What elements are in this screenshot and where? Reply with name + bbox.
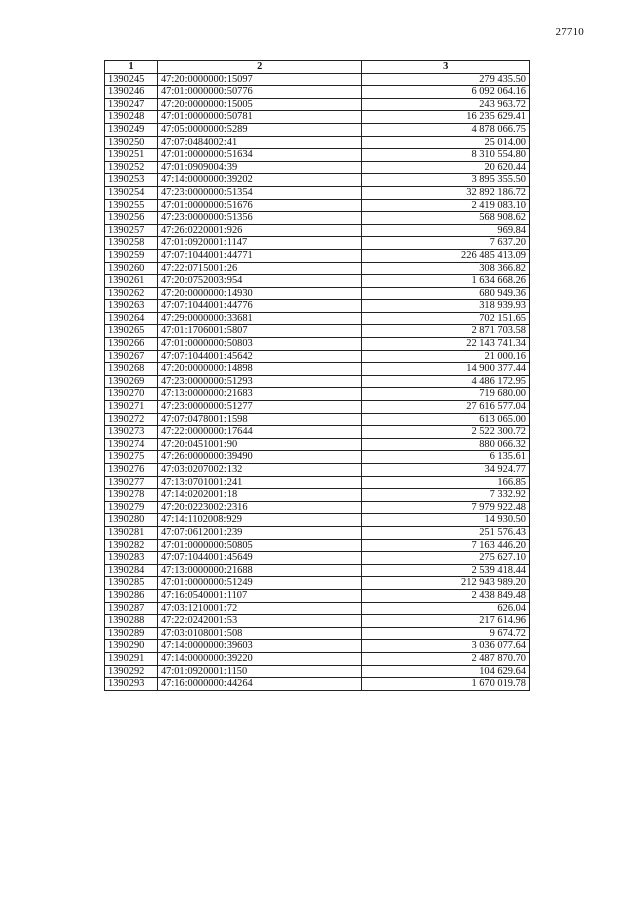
- row-number-cell: 1390261: [105, 275, 158, 288]
- cadastral-number-cell: 47:03:0108001:508: [157, 627, 361, 640]
- table-row: [105, 237, 530, 250]
- value-cell: 2 871 703.58: [362, 325, 530, 338]
- row-number-cell: 1390255: [105, 199, 158, 212]
- row-number-cell: 1390265: [105, 325, 158, 338]
- row-number-cell: 1390286: [105, 589, 158, 602]
- column-header-3: 3: [362, 61, 530, 74]
- cadastral-number-cell: 47:13:0701001:241: [157, 476, 361, 489]
- value-cell: 702 151.65: [362, 312, 530, 325]
- value-cell: 969.84: [362, 224, 530, 237]
- table-row: [105, 111, 530, 124]
- table-row: [105, 426, 530, 439]
- cadastral-number-cell: 47:07:1044001:44771: [157, 249, 361, 262]
- table-row: [105, 489, 530, 502]
- page-number: 27710: [555, 26, 584, 38]
- cadastral-number-cell: 47:07:0612001:239: [157, 526, 361, 539]
- table-row: [105, 514, 530, 527]
- cadastral-number-cell: 47:22:0715001:26: [157, 262, 361, 275]
- table-row: [105, 174, 530, 187]
- row-number-cell: 1390281: [105, 526, 158, 539]
- value-cell: 7 637.20: [362, 237, 530, 250]
- table-row: [105, 199, 530, 212]
- cadastral-number-cell: 47:07:0484002:41: [157, 136, 361, 149]
- table-header-row: [105, 61, 530, 74]
- cadastral-number-cell: 47:20:0451001:90: [157, 438, 361, 451]
- value-cell: 2 419 083.10: [362, 199, 530, 212]
- table-row: [105, 350, 530, 363]
- value-cell: 217 614.96: [362, 615, 530, 628]
- value-cell: 626.04: [362, 602, 530, 615]
- cadastral-number-cell: 47:14:1102008:929: [157, 514, 361, 527]
- table-row: [105, 678, 530, 691]
- row-number-cell: 1390293: [105, 678, 158, 691]
- cadastral-number-cell: 47:20:0752003:954: [157, 275, 361, 288]
- row-number-cell: 1390250: [105, 136, 158, 149]
- table-row: [105, 589, 530, 602]
- row-number-cell: 1390275: [105, 451, 158, 464]
- value-cell: 275 627.10: [362, 552, 530, 565]
- cadastral-number-cell: 47:01:1706001:5807: [157, 325, 361, 338]
- value-cell: 2 487 870.70: [362, 652, 530, 665]
- row-number-cell: 1390258: [105, 237, 158, 250]
- table-row: [105, 186, 530, 199]
- cadastral-number-cell: 47:20:0000000:15097: [157, 73, 361, 86]
- table-row: [105, 552, 530, 565]
- table-row: [105, 413, 530, 426]
- value-cell: 279 435.50: [362, 73, 530, 86]
- cadastral-number-cell: 47:26:0000000:39490: [157, 451, 361, 464]
- value-cell: 251 576.43: [362, 526, 530, 539]
- value-cell: 27 616 577.04: [362, 401, 530, 414]
- value-cell: 21 000.16: [362, 350, 530, 363]
- cadastral-number-cell: 47:01:0000000:50776: [157, 86, 361, 99]
- row-number-cell: 1390268: [105, 363, 158, 376]
- value-cell: 22 143 741.34: [362, 338, 530, 351]
- cadastral-number-cell: 47:20:0000000:15005: [157, 98, 361, 111]
- cadastral-number-cell: 47:01:0000000:51676: [157, 199, 361, 212]
- value-cell: 7 979 922.48: [362, 501, 530, 514]
- table-row: [105, 123, 530, 136]
- value-cell: 7 332.92: [362, 489, 530, 502]
- row-number-cell: 1390284: [105, 564, 158, 577]
- table-row: [105, 86, 530, 99]
- row-number-cell: 1390274: [105, 438, 158, 451]
- cadastral-number-cell: 47:14:0000000:39220: [157, 652, 361, 665]
- row-number-cell: 1390276: [105, 464, 158, 477]
- table-body: [105, 73, 530, 690]
- row-number-cell: 1390262: [105, 287, 158, 300]
- table-row: [105, 602, 530, 615]
- value-cell: 4 878 066.75: [362, 123, 530, 136]
- value-cell: 6 092 064.16: [362, 86, 530, 99]
- value-cell: 613 065.00: [362, 413, 530, 426]
- cadastral-number-cell: 47:20:0000000:14930: [157, 287, 361, 300]
- value-cell: 104 629.64: [362, 665, 530, 678]
- cadastral-number-cell: 47:05:0000000:5289: [157, 123, 361, 136]
- table-row: [105, 73, 530, 86]
- cadastral-number-cell: 47:14:0000000:39202: [157, 174, 361, 187]
- value-cell: 14 900 377.44: [362, 363, 530, 376]
- cadastral-number-cell: 47:01:0000000:51249: [157, 577, 361, 590]
- row-number-cell: 1390266: [105, 338, 158, 351]
- table-row: [105, 262, 530, 275]
- cadastral-number-cell: 47:20:0223002:2316: [157, 501, 361, 514]
- cadastral-number-cell: 47:23:0000000:51293: [157, 375, 361, 388]
- cadastral-number-cell: 47:16:0000000:44264: [157, 678, 361, 691]
- table-row: [105, 363, 530, 376]
- value-cell: 166.85: [362, 476, 530, 489]
- row-number-cell: 1390278: [105, 489, 158, 502]
- table-row: [105, 564, 530, 577]
- cadastral-number-cell: 47:16:0540001:1107: [157, 589, 361, 602]
- row-number-cell: 1390282: [105, 539, 158, 552]
- table-row: [105, 312, 530, 325]
- row-number-cell: 1390254: [105, 186, 158, 199]
- row-number-cell: 1390285: [105, 577, 158, 590]
- value-cell: 16 235 629.41: [362, 111, 530, 124]
- table-row: [105, 388, 530, 401]
- value-cell: 3 895 355.50: [362, 174, 530, 187]
- row-number-cell: 1390253: [105, 174, 158, 187]
- row-number-cell: 1390273: [105, 426, 158, 439]
- row-number-cell: 1390270: [105, 388, 158, 401]
- row-number-cell: 1390269: [105, 375, 158, 388]
- cadastral-number-cell: 47:14:0000000:39603: [157, 640, 361, 653]
- cadastral-number-cell: 47:03:0207002:132: [157, 464, 361, 477]
- row-number-cell: 1390248: [105, 111, 158, 124]
- value-cell: 25 014.00: [362, 136, 530, 149]
- row-number-cell: 1390263: [105, 300, 158, 313]
- table-row: [105, 375, 530, 388]
- cadastral-number-cell: 47:07:1044001:45642: [157, 350, 361, 363]
- value-cell: 880 066.32: [362, 438, 530, 451]
- table-row: [105, 476, 530, 489]
- row-number-cell: 1390249: [105, 123, 158, 136]
- row-number-cell: 1390271: [105, 401, 158, 414]
- table-row: [105, 627, 530, 640]
- value-cell: 20 620.44: [362, 161, 530, 174]
- row-number-cell: 1390257: [105, 224, 158, 237]
- cadastral-number-cell: 47:29:0000000:33681: [157, 312, 361, 325]
- value-cell: 568 908.62: [362, 212, 530, 225]
- row-number-cell: 1390277: [105, 476, 158, 489]
- table-row: [105, 501, 530, 514]
- cadastral-number-cell: 47:01:0909004:39: [157, 161, 361, 174]
- row-number-cell: 1390272: [105, 413, 158, 426]
- table-row: [105, 615, 530, 628]
- row-number-cell: 1390256: [105, 212, 158, 225]
- cadastral-number-cell: 47:01:0000000:50805: [157, 539, 361, 552]
- table-row: [105, 287, 530, 300]
- cadastral-number-cell: 47:26:0220001:926: [157, 224, 361, 237]
- value-cell: 318 939.93: [362, 300, 530, 313]
- table-row: [105, 325, 530, 338]
- row-number-cell: 1390283: [105, 552, 158, 565]
- cadastral-number-cell: 47:13:0000000:21683: [157, 388, 361, 401]
- row-number-cell: 1390251: [105, 149, 158, 162]
- table-row: [105, 161, 530, 174]
- row-number-cell: 1390292: [105, 665, 158, 678]
- cadastral-number-cell: 47:01:0000000:51634: [157, 149, 361, 162]
- value-cell: 14 930.50: [362, 514, 530, 527]
- cadastral-number-cell: 47:01:0920001:1147: [157, 237, 361, 250]
- table-row: [105, 98, 530, 111]
- value-cell: 7 163 446.20: [362, 539, 530, 552]
- table-row: [105, 149, 530, 162]
- cadastral-number-cell: 47:01:0000000:50803: [157, 338, 361, 351]
- value-cell: 2 539 418.44: [362, 564, 530, 577]
- value-cell: 9 674.72: [362, 627, 530, 640]
- cadastral-number-cell: 47:07:1044001:44776: [157, 300, 361, 313]
- column-header-1: 1: [105, 61, 158, 74]
- row-number-cell: 1390280: [105, 514, 158, 527]
- cadastral-number-cell: 47:07:0478001:1598: [157, 413, 361, 426]
- row-number-cell: 1390279: [105, 501, 158, 514]
- table-row: [105, 438, 530, 451]
- value-cell: 34 924.77: [362, 464, 530, 477]
- value-cell: 4 486 172.95: [362, 375, 530, 388]
- value-cell: 3 036 077.64: [362, 640, 530, 653]
- registry-table: [104, 60, 530, 691]
- table-row: [105, 249, 530, 262]
- cadastral-number-cell: 47:23:0000000:51277: [157, 401, 361, 414]
- row-number-cell: 1390252: [105, 161, 158, 174]
- cadastral-number-cell: 47:14:0202001:18: [157, 489, 361, 502]
- value-cell: 2 438 849.48: [362, 589, 530, 602]
- table-row: [105, 539, 530, 552]
- cadastral-number-cell: 47:22:0242001:53: [157, 615, 361, 628]
- table-row: [105, 640, 530, 653]
- column-header-2: 2: [157, 61, 361, 74]
- row-number-cell: 1390264: [105, 312, 158, 325]
- table-row: [105, 652, 530, 665]
- table-row: [105, 224, 530, 237]
- cadastral-number-cell: 47:23:0000000:51356: [157, 212, 361, 225]
- row-number-cell: 1390259: [105, 249, 158, 262]
- row-number-cell: 1390289: [105, 627, 158, 640]
- row-number-cell: 1390290: [105, 640, 158, 653]
- cadastral-number-cell: 47:07:1044001:45649: [157, 552, 361, 565]
- table-row: [105, 275, 530, 288]
- table-row: [105, 338, 530, 351]
- cadastral-number-cell: 47:03:1210001:72: [157, 602, 361, 615]
- value-cell: 680 949.36: [362, 287, 530, 300]
- value-cell: 243 963.72: [362, 98, 530, 111]
- cadastral-number-cell: 47:13:0000000:21688: [157, 564, 361, 577]
- table-row: [105, 136, 530, 149]
- value-cell: 2 522 300.72: [362, 426, 530, 439]
- row-number-cell: 1390246: [105, 86, 158, 99]
- table-row: [105, 451, 530, 464]
- value-cell: 32 892 186.72: [362, 186, 530, 199]
- row-number-cell: 1390260: [105, 262, 158, 275]
- table-row: [105, 212, 530, 225]
- row-number-cell: 1390287: [105, 602, 158, 615]
- table-row: [105, 401, 530, 414]
- value-cell: 226 485 413.09: [362, 249, 530, 262]
- table-row: [105, 300, 530, 313]
- value-cell: 1 670 019.78: [362, 678, 530, 691]
- table-row: [105, 464, 530, 477]
- value-cell: 6 135.61: [362, 451, 530, 464]
- value-cell: 212 943 989.20: [362, 577, 530, 590]
- table-row: [105, 577, 530, 590]
- cadastral-number-cell: 47:01:0000000:50781: [157, 111, 361, 124]
- row-number-cell: 1390245: [105, 73, 158, 86]
- cadastral-number-cell: 47:23:0000000:51354: [157, 186, 361, 199]
- row-number-cell: 1390267: [105, 350, 158, 363]
- value-cell: 8 310 554.80: [362, 149, 530, 162]
- value-cell: 1 634 668.26: [362, 275, 530, 288]
- value-cell: 308 366.82: [362, 262, 530, 275]
- cadastral-number-cell: 47:01:0920001:1150: [157, 665, 361, 678]
- row-number-cell: 1390291: [105, 652, 158, 665]
- table-row: [105, 526, 530, 539]
- cadastral-number-cell: 47:22:0000000:17644: [157, 426, 361, 439]
- table-row: [105, 665, 530, 678]
- cadastral-number-cell: 47:20:0000000:14898: [157, 363, 361, 376]
- row-number-cell: 1390288: [105, 615, 158, 628]
- row-number-cell: 1390247: [105, 98, 158, 111]
- value-cell: 719 680.00: [362, 388, 530, 401]
